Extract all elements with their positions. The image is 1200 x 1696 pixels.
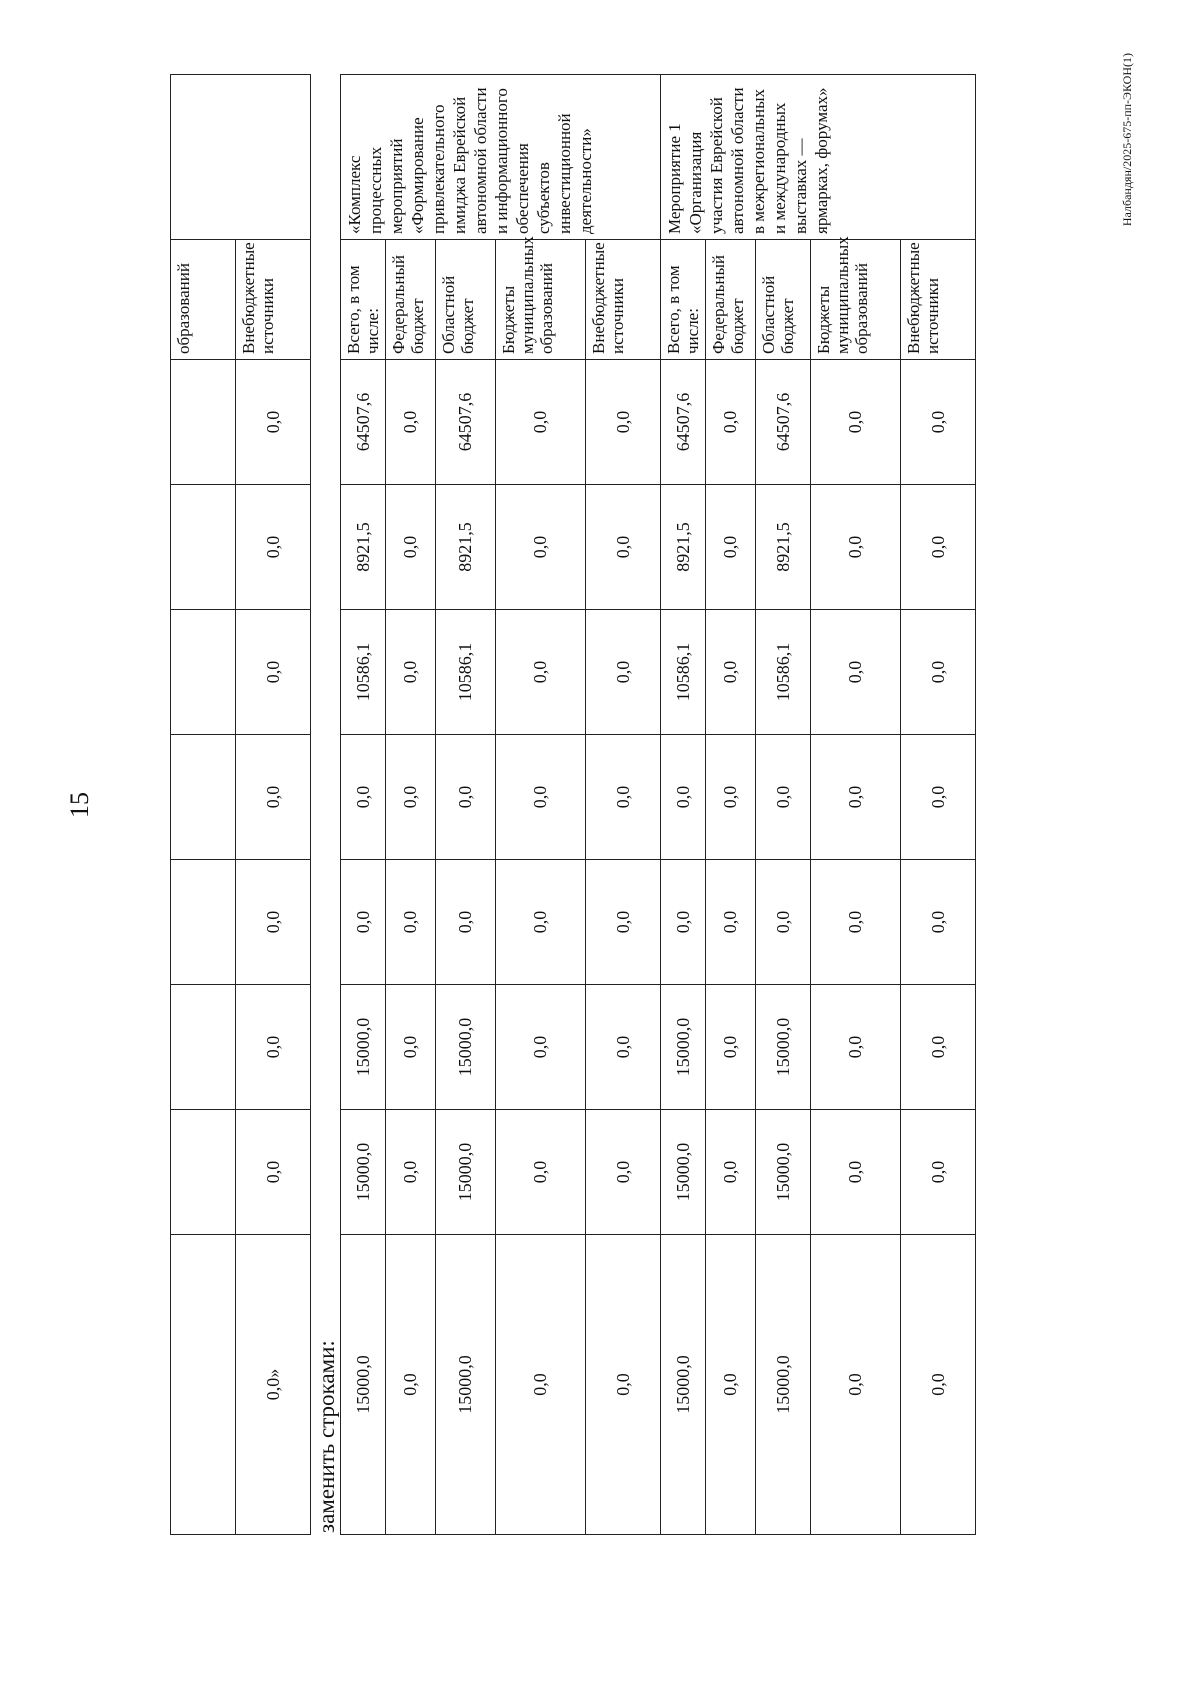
value-cell: 0,0: [901, 1110, 976, 1235]
value-cell: 64507,6: [661, 360, 706, 485]
source-cell: Областной бюджет: [756, 240, 811, 360]
previous-table-fragment: [170, 74, 311, 1535]
value-cell: 0,0: [811, 860, 901, 985]
value-cell: 0,0: [236, 860, 311, 985]
value-cell: 0,0: [901, 735, 976, 860]
value-cell: 64507,6: [341, 360, 386, 485]
value-cell: 0,0: [586, 1110, 661, 1235]
value-cell: 0,0: [756, 860, 811, 985]
value-cell: 0,0: [386, 360, 436, 485]
value-cell: 10586,1: [341, 610, 386, 735]
value-cell: 0,0: [586, 360, 661, 485]
value-cell: 64507,6: [436, 360, 496, 485]
value-cell: 15000,0: [436, 1110, 496, 1235]
value-cell: 0,0: [706, 485, 756, 610]
value-cell: 0,0: [386, 860, 436, 985]
value-cell: 0,0: [436, 735, 496, 860]
value-cell: 0,0: [811, 1110, 901, 1235]
source-cell: Федеральный бюджет: [706, 240, 756, 360]
value-cell: 15000,0: [661, 1110, 706, 1235]
value-cell: 0,0: [386, 1110, 436, 1235]
page-number: 15: [65, 792, 94, 818]
value-cell: 10586,1: [756, 610, 811, 735]
value-cell: 15000,0: [341, 1235, 386, 1535]
value-cell: 0,0: [811, 985, 901, 1110]
value-cell: 0,0: [901, 610, 976, 735]
value-cell: [171, 735, 236, 860]
value-cell: 15000,0: [756, 1235, 811, 1535]
table-row: [706, 75, 756, 1535]
program-title-cell: Мероприятие 1 «Организация участия Еврейской автономной области в межрегиональных и международных выставках — ярмарках, форумах»: [661, 75, 976, 240]
value-cell: 10586,1: [436, 610, 496, 735]
source-cell: Бюджеты муниципальных образований: [811, 240, 901, 360]
value-cell: 0,0: [341, 735, 386, 860]
value-cell: 10586,1: [661, 610, 706, 735]
replacement-table: [340, 74, 976, 1535]
table-row: [236, 75, 311, 1535]
value-cell: [171, 360, 236, 485]
value-cell: 0,0: [706, 1235, 756, 1535]
value-cell: 15000,0: [661, 1235, 706, 1535]
source-cell: Бюджеты муниципальных образований: [496, 240, 586, 360]
table-row: [436, 75, 496, 1535]
source-cell: Внебюджетные источники: [901, 240, 976, 360]
value-cell: 0,0: [586, 485, 661, 610]
value-cell: 0,0: [706, 610, 756, 735]
value-cell: 8921,5: [436, 485, 496, 610]
document-code: Налбандян/2025-675-пп-ЭКОН(1): [1120, 53, 1134, 227]
value-cell: 15000,0: [341, 1110, 386, 1235]
value-cell: 0,0: [811, 1235, 901, 1535]
value-cell: 64507,6: [756, 360, 811, 485]
value-cell: 0,0: [436, 860, 496, 985]
value-cell: [171, 1110, 236, 1235]
value-cell: 0,0: [811, 485, 901, 610]
value-cell: 0,0: [586, 985, 661, 1110]
value-cell: 0,0: [586, 860, 661, 985]
value-cell: 0,0: [386, 610, 436, 735]
value-cell: 0,0: [706, 860, 756, 985]
value-cell: [171, 610, 236, 735]
value-cell: 0,0: [496, 360, 586, 485]
value-cell: 0,0: [496, 1235, 586, 1535]
value-cell: 0,0: [586, 1235, 661, 1535]
value-cell: 0,0: [496, 1110, 586, 1235]
value-cell: 0,0: [386, 1235, 436, 1535]
value-cell: 15000,0: [436, 985, 496, 1110]
value-cell: [171, 985, 236, 1110]
value-cell: 0,0: [496, 985, 586, 1110]
value-cell: [171, 860, 236, 985]
value-cell: 0,0: [706, 360, 756, 485]
source-cell: Внебюджетные источники: [236, 240, 311, 360]
value-cell: 15000,0: [341, 985, 386, 1110]
value-cell: 15000,0: [756, 985, 811, 1110]
previous-table-body: [171, 75, 311, 1535]
value-cell: 0,0: [901, 485, 976, 610]
value-cell: 0,0: [811, 360, 901, 485]
rotated-page: [65, 53, 1134, 1535]
value-cell: 0,0: [811, 735, 901, 860]
value-cell: 15000,0: [436, 1235, 496, 1535]
table-row: [586, 75, 661, 1535]
program-title-cell: «Комплекс процессных мероприятий «Формирование привлекательного имиджа Еврейской автономной области и информационного обеспечения субъектов инвестиционной деятельности»: [341, 75, 661, 240]
table-row: [341, 75, 386, 1535]
value-cell: 0,0: [811, 610, 901, 735]
value-cell: 0,0: [496, 610, 586, 735]
source-cell: Областной бюджет: [436, 240, 496, 360]
value-cell: 0,0: [236, 735, 311, 860]
value-cell: 0,0: [706, 735, 756, 860]
value-cell: 0,0: [901, 360, 976, 485]
source-cell: Внебюджетные источники: [586, 240, 661, 360]
value-cell: 0,0: [496, 485, 586, 610]
blank-cell: [171, 75, 311, 240]
table-row: [171, 75, 236, 1535]
value-cell: 8921,5: [756, 485, 811, 610]
value-cell: 0,0: [901, 860, 976, 985]
source-cell: Всего, в том числе:: [341, 240, 386, 360]
value-cell: 8921,5: [341, 485, 386, 610]
table-row: [386, 75, 436, 1535]
value-cell: 0,0: [236, 485, 311, 610]
value-cell: 0,0: [496, 735, 586, 860]
value-cell: 0,0: [661, 735, 706, 860]
replace-heading: заменить строками:: [314, 1340, 339, 1533]
value-cell: 0,0: [661, 860, 706, 985]
value-cell: 0,0: [706, 1110, 756, 1235]
value-cell: 0,0: [586, 735, 661, 860]
source-cell: Федеральный бюджет: [386, 240, 436, 360]
value-cell: 0,0: [386, 485, 436, 610]
table-row: [661, 75, 706, 1535]
value-cell: 0,0: [236, 610, 311, 735]
value-cell: 0,0: [236, 985, 311, 1110]
value-cell: 0,0: [496, 860, 586, 985]
value-cell: 0,0: [236, 1110, 311, 1235]
replacement-table-body: [341, 75, 976, 1535]
value-cell: [171, 485, 236, 610]
value-cell: 0,0: [901, 985, 976, 1110]
value-cell: 0,0: [901, 1235, 976, 1535]
value-cell: 8921,5: [661, 485, 706, 610]
value-cell: 0,0: [706, 985, 756, 1110]
value-cell: 0,0: [756, 735, 811, 860]
source-cell: Всего, в том числе:: [661, 240, 706, 360]
value-cell: [171, 1235, 236, 1535]
value-cell: 0,0: [341, 860, 386, 985]
table-row: [756, 75, 811, 1535]
value-cell: 0,0: [586, 610, 661, 735]
value-cell: 15000,0: [756, 1110, 811, 1235]
value-cell: 0,0: [236, 360, 311, 485]
table-row: [901, 75, 976, 1535]
table-row: [496, 75, 586, 1535]
table-row: [811, 75, 901, 1535]
value-cell: 0,0: [386, 985, 436, 1110]
source-cell: образований: [171, 240, 236, 360]
value-cell: 15000,0: [661, 985, 706, 1110]
value-cell: 0,0: [386, 735, 436, 860]
value-cell: 0,0»: [236, 1235, 311, 1535]
